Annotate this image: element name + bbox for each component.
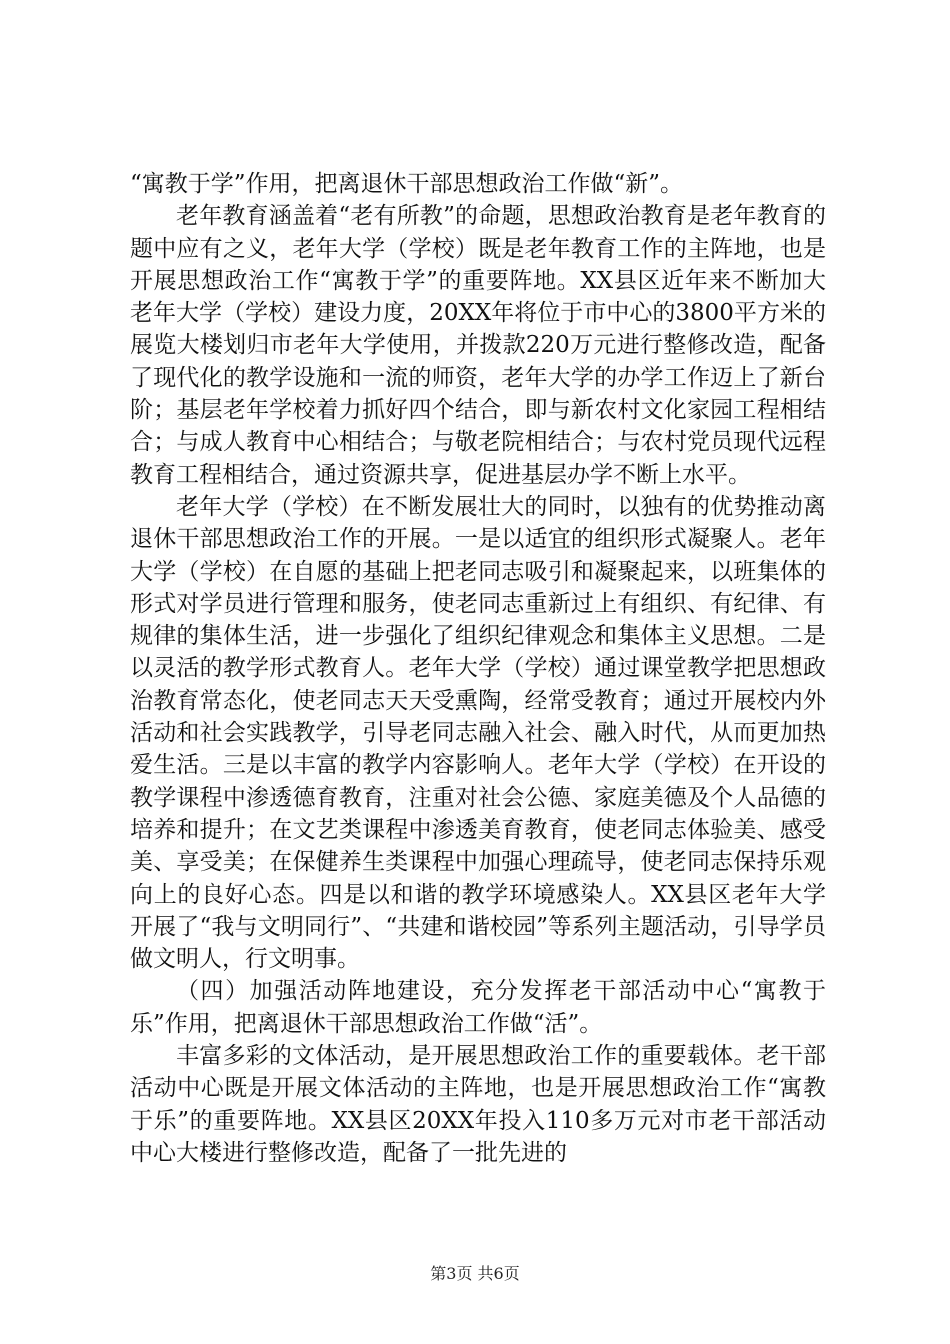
paragraph-2: 老年教育涵盖着“老有所教”的命题，思想政治教育是老年教育的题中应有之义，老年大学（学校）既是老年教育工作的主阵地，也是开展思想政治工作“寓教于学”的重要阵地。XX县区近年来不断加大老年大学（学校）建设力度，20XX年将位于市中心的3800平方米的展览大楼划归市老年大学使用，并拨款220万元进行整修改造，配备了现代化的教学设施和一流的师资，老年大学的办学工作迈上了新台阶；基层老年学校着力抓好四个结合，即与新农村文化家园工程相结合；与成人教育中心相结合；与敬老院相结合；与农村党员现代远程教育工程相结合，通过资源共享，促进基层办学不断上水平。 — [130, 203, 826, 488]
paragraph-5: 丰富多彩的文体活动，是开展思想政治工作的重要载体。老干部活动中心既是开展文体活动的主阵地，也是开展思想政治工作“寓教于乐”的重要阵地。XX县区20XX年投入110多万元对市老干部活动中心大楼进行整修改造，配备了一批先进的 — [130, 1043, 826, 1166]
paragraph-4: （四）加强活动阵地建设，充分发挥老干部活动中心“寓教于乐”作用，把离退休干部思想政治工作做“活”。 — [130, 978, 826, 1037]
paragraph-3: 老年大学（学校）在不断发展壮大的同时，以独有的优势推动离退休干部思想政治工作的开展。一是以适宜的组织形式凝聚人。老年大学（学校）在自愿的基础上把老同志吸引和凝聚起来，以班集体的形式对学员进行管理和服务，使老同志重新过上有组织、有纪律、有规律的集体生活，进一步强化了组织纪律观念和集体主义思想。二是以灵活的教学形式教育人。老年大学（学校）通过课堂教学把思想政治教育常态化，使老同志天天受熏陶，经常受教育；通过开展校内外活动和社会实践教学，引导老同志融入社会、融入时代，从而更加热爱生活。三是以丰富的教学内容影响人。老年大学（学校）在开设的教学课程中渗透德育教育，注重对社会公德、家庭美德及个人品德的培养和提升；在文艺类课程中渗透美育教育，使老同志体验美、感受美、享受美；在保健养生类课程中加强心理疏导，使老同志保持乐观向上的良好心态。四是以和谐的教学环境感染人。XX县区老年大学开展了“我与文明同行”、“共建和谐校园”等系列主题活动，引导学员做文明人，行文明事。 — [130, 493, 826, 973]
page-number-footer: 第3页 共6页 — [430, 1264, 520, 1283]
document-body — [130, 168, 826, 1169]
paragraph-1: “寓教于学”作用，把离退休干部思想政治工作做“新”。 — [130, 171, 684, 197]
